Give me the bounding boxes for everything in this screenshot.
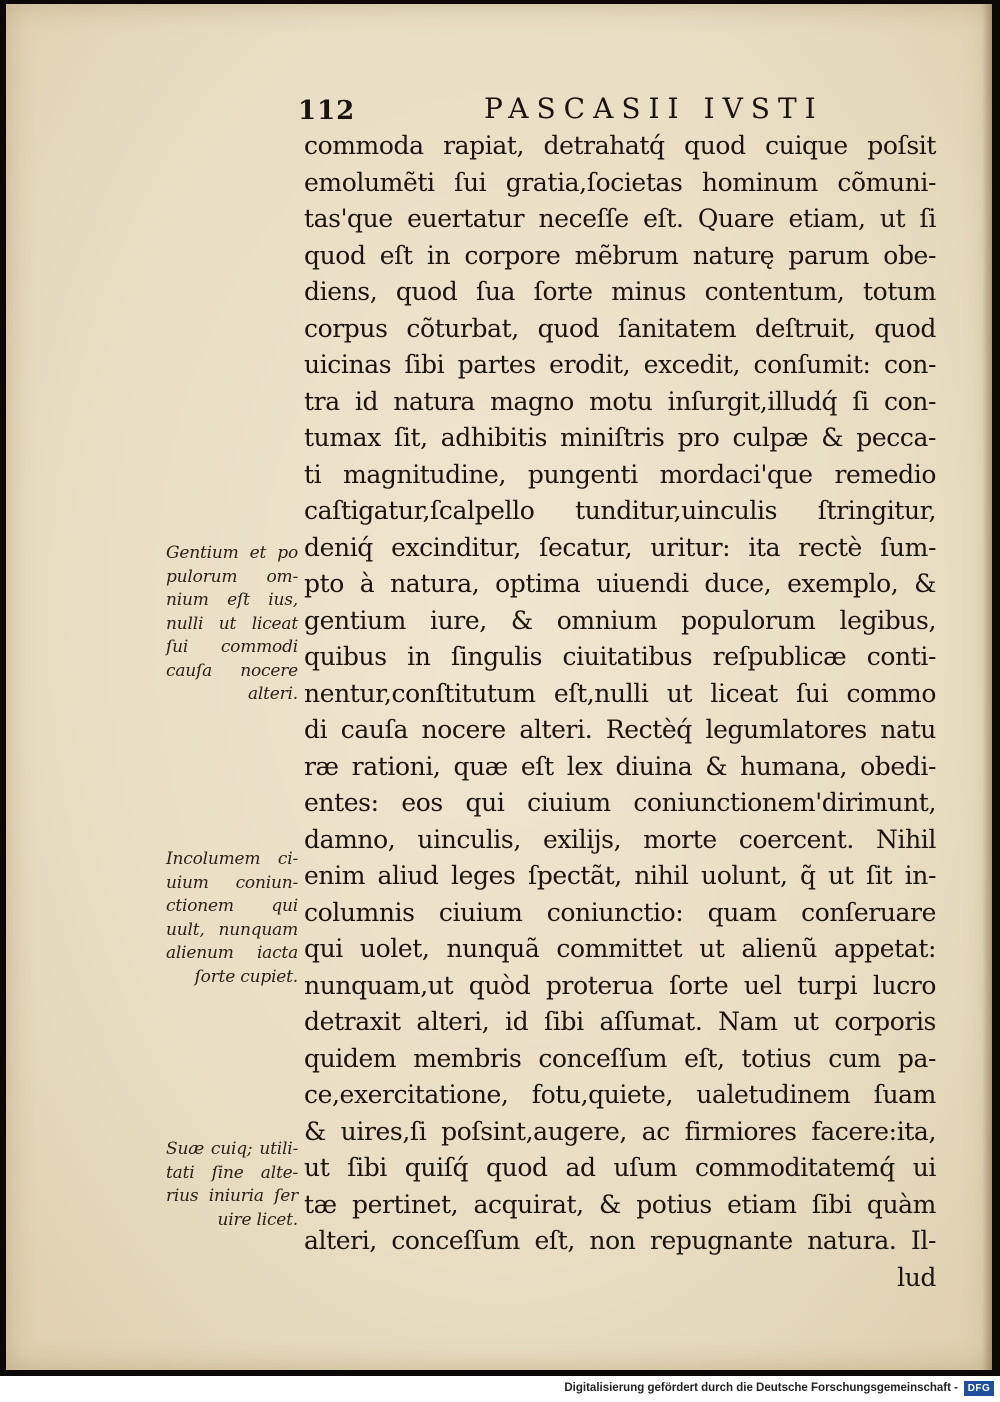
main-text-block <box>304 128 936 1296</box>
text-line: detraxit alteri, id ſibi aſſumat. Nam ut corporis <box>304 1007 936 1036</box>
text-line: tæ pertinet, acquirat, & potius etiam ſibi quàm <box>304 1189 936 1219</box>
text-line: nunquam,ut quòd proterua ſorte uel turpi lucro <box>304 970 936 1000</box>
margin-note-line: pulorum om- <box>166 566 298 587</box>
margin-note-line: tati ſine alte- <box>166 1162 298 1183</box>
margin-note-line: ſui commodi <box>166 637 298 657</box>
text-line: ce,exercitatione, fotu,quiete, ualetudinem ſuam <box>304 1080 936 1109</box>
text-line: qui uolet, nunquã committet ut alienũ appetat: <box>304 934 936 963</box>
text-line: columnis ciuium coniunctio: quam conſeruare <box>304 897 936 927</box>
margin-note-line: nulli ut liceat <box>166 613 298 634</box>
digitization-footer <box>0 1376 1000 1402</box>
page-edge-shadow <box>982 4 992 1370</box>
text-line: diens, quod ſua ſorte minus contentum, totum <box>304 277 936 306</box>
margin-note-line: uult, nunquam <box>166 919 298 940</box>
funding-credit: Digitalisierung gefördert durch die Deutsche Forschungsgemeinschaft - <box>564 1382 958 1394</box>
text-line: commoda rapiat, detrahatq́ quod cuique poſsit <box>304 131 936 160</box>
text-line: quidem membris conceſſum eſt, totius cum pa- <box>304 1043 936 1073</box>
text-line: di cauſa nocere alteri. Rectèq́ legumlatores natu <box>304 715 936 744</box>
text-line: pto à natura, optima uiuendi duce, exemplo, & <box>304 569 936 598</box>
text-line: quod eſt in corpore mẽbrum naturę parum obe- <box>304 240 936 270</box>
margin-note-line: alteri. <box>247 684 298 704</box>
text-line: entes: eos qui ciuium coniunctionem'dirimunt, <box>304 788 936 817</box>
margin-note-line: ctionem qui <box>166 896 298 916</box>
margin-note-line: uium coniun- <box>166 872 298 893</box>
margin-note-line: Suæ cuiq; utili- <box>166 1139 298 1159</box>
catchword: lud <box>897 1262 936 1292</box>
text-line: nentur,conſtitutum eſt,nulli ut liceat ſui commo <box>304 678 936 708</box>
text-line: & uires,ſi poſsint,augere, ac firmiores facere:ita, <box>304 1116 936 1146</box>
text-line: emolumẽti ſui gratia,ſocietas hominum cõmuni- <box>304 167 936 197</box>
dfg-logo: DFG <box>964 1381 994 1396</box>
text-line: tas'que euertatur neceſſe eſt. Quare etiam, ut ſi <box>304 204 936 233</box>
margin-note-line: rius iniuria ſer <box>166 1186 298 1206</box>
book-page <box>6 4 992 1370</box>
text-line: caſtigatur,ſcalpello tunditur,uinculis ſtringitur, <box>304 496 936 525</box>
margin-note-line: Gentium et po <box>166 543 298 563</box>
margin-note-line: ſorte cupiet. <box>194 966 298 987</box>
margin-note-1 <box>166 542 298 707</box>
margin-note-3 <box>166 1138 298 1232</box>
text-line: damno, uinculis, exilijs, morte coercent. Nihil <box>304 824 936 854</box>
page-number: 112 <box>298 96 356 126</box>
text-line: uicinas ſibi partes erodit, excedit, conſumit: con- <box>304 350 936 379</box>
text-line: enim aliud leges ſpectãt, nihil uolunt, q̃ ut ſit in- <box>304 861 936 890</box>
page-header <box>6 90 992 130</box>
text-line: ti magnitudine, pungenti mordaci'que remedio <box>304 459 936 489</box>
text-line: gentium iure, & omnium populorum legibus, <box>304 605 936 635</box>
text-line: quibus in ſingulis ciuitatibus reſpublicæ conti- <box>304 642 936 671</box>
margin-note-line: nium eſt ius, <box>166 590 298 610</box>
text-line: tra id natura magno motu inſurgit,illudq́ ſi con- <box>304 386 936 416</box>
margin-note-line: Incolumem ci- <box>166 849 298 869</box>
text-line: corpus cõturbat, quod ſanitatem deſtruit, quod <box>304 313 936 343</box>
text-line: alteri, conceſſum eſt, non repugnante natura. Il- <box>304 1226 936 1255</box>
margin-note-line: cauſa nocere <box>166 660 298 681</box>
text-line: ut ſibi quiſq́ quod ad uſum commoditatemq́ ui <box>304 1153 936 1182</box>
margin-note-line: alienum iacta <box>166 943 298 963</box>
text-line: tumax ſit, adhibitis miniſtris pro culpæ & pecca- <box>304 423 936 452</box>
running-head: PASCASII IVSTI <box>484 92 824 125</box>
text-line: ræ rationi, quæ eſt lex diuina & humana, obedi- <box>304 751 936 781</box>
margin-note-line: uire licet. <box>217 1209 298 1230</box>
margin-note-2 <box>166 848 298 989</box>
text-line: deniq́ excinditur, ſecatur, uritur: ita rectè ſum- <box>304 532 936 562</box>
